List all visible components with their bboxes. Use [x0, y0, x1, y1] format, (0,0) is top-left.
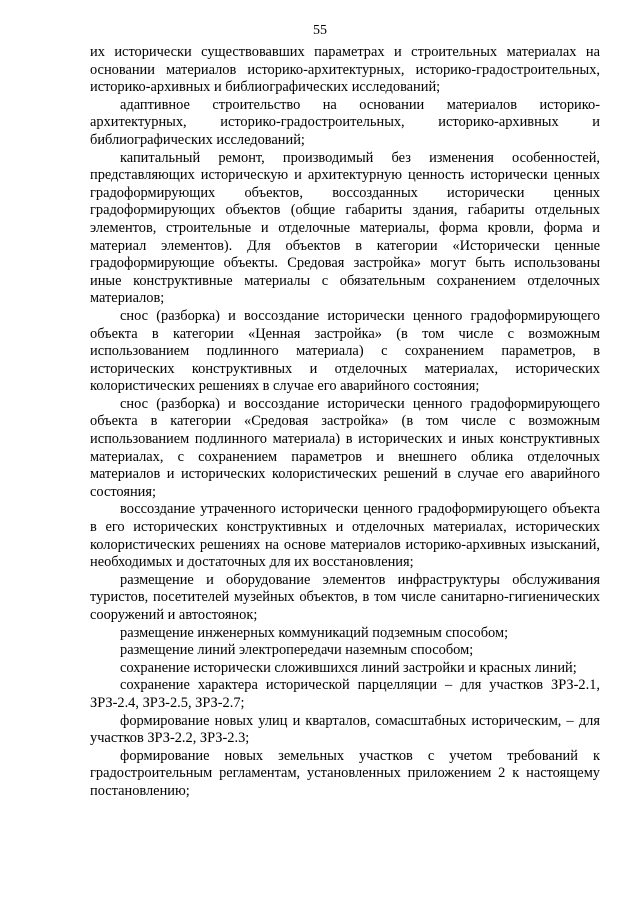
document-body — [90, 44, 600, 801]
paragraph-overhead-power-lines: размещение линий электропередачи наземным способом; — [120, 642, 474, 659]
paragraph-adaptive-construction: адаптивное строительство на основании материалов историко-архитектурных, историко-градостроительных, историко-архивных и библиографических исследований; — [90, 96, 600, 148]
paragraph-continuation: их исторически существовавших параметрах и строительных материалах на основании материалов историко-архитектурных, историко-градостроительных, историко-архивных и библиографических исследований; — [90, 44, 600, 96]
paragraph-restoration-lost-object: воссоздание утраченного исторически ценного градоформирующего объекта в его исторических конструктивных и отделочных материалах, исторических колористических решениях на основе материалов историко-архивных изысканий, необходимых и достаточных для их восстановления; — [90, 501, 600, 571]
paragraph-new-streets: формирование новых улиц и кварталов, сомасштабных историческим, – для участков ЗРЗ-2.2, ЗРЗ-2.3; — [90, 712, 600, 747]
paragraph-parcellation: сохранение характера исторической парцелляции – для участков ЗРЗ-2.1, ЗРЗ-2.4, ЗРЗ-2.5, ЗРЗ-2.7; — [90, 677, 600, 711]
page-number: 55 — [313, 23, 327, 38]
paragraph-building-lines: сохранение исторически сложившихся линий застройки и красных линий; — [120, 659, 577, 676]
paragraph-capital-repair: капитальный ремонт, производимый без изменения особенностей, представляющих историческую и архитектурную ценность исторически ценных градоформирующих объектов, воссозданных исторически ценных градоформирующих объектов (общие габариты здания, габариты отдельных элементов, строительные и отделочные материалы, форма кровли, форма и материал элементов). Для объектов в категории «Исторически ценные градоформирующие объекты. Средовая застройка» могут быть использованы иные конструктивные материалы с обязательным сохранением отделочных материалов; — [90, 149, 600, 307]
paragraph-tourist-infrastructure: размещение и оборудование элементов инфраструктуры обслуживания туристов, посетителей музейных объектов, в том числе санитарно-гигиенических сооружений и автостоянок; — [90, 571, 600, 623]
paragraph-demolition-valuable: снос (разборка) и воссоздание исторически ценного градоформирующего объекта в категории «Ценная застройка» (в том числе с возможным использованием подлинного материала) с сохранением параметров, в исторических конструктивных и отделочных материалах, исторических колористических решениях в случае его аварийного состояния; — [90, 307, 600, 395]
paragraph-demolition-environmental: снос (разборка) и воссоздание исторически ценного градоформирующего объекта в категории «Средовая застройка» (в том числе с возможным использованием подлинного материала) в исторических и иных конструктивных материалах, с сохранением параметров и внешнего облика отделочных материалов и исторических колористических решений в случае его аварийного состояния; — [90, 395, 600, 500]
paragraph-new-land-plots: формирование новых земельных участков с учетом требований к градостроительным регламентам, установленных приложением 2 к настоящему постановлению; — [90, 747, 600, 799]
paragraph-underground-utilities: размещение инженерных коммуникаций подземным способом; — [120, 624, 509, 641]
